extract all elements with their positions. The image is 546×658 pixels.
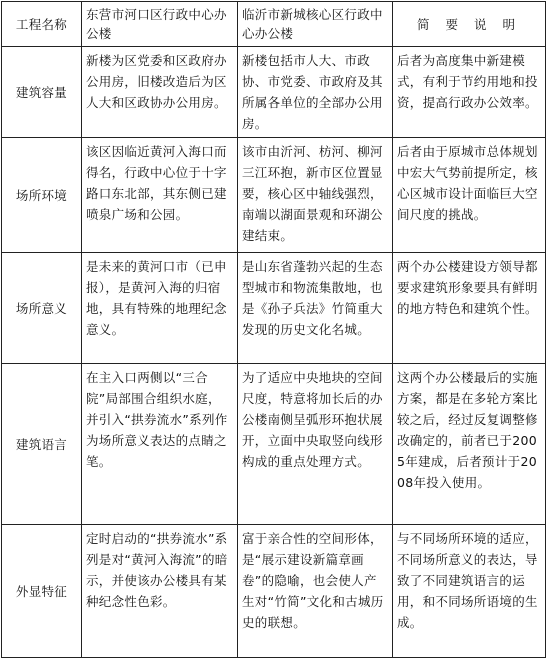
header-notes: 简 要 说 明 <box>393 2 546 47</box>
cell-dongying-meaning: 是未来的黄河口市（已申报），是黄河入海的归宿地，具有特殊的地理纪念意义。 <box>82 253 238 364</box>
header-project-name: 工程名称 <box>2 2 82 47</box>
row-label-meaning: 场所意义 <box>2 253 82 364</box>
cell-linyi-capacity: 新楼包括市人大、市政协、市党委、市政府及其所属各单位的全部办公用房。 <box>238 47 393 138</box>
cell-linyi-language: 为了适应中央地块的空间尺度，特意将加长后的办公楼南侧呈弧形环抱状展开，立面中央取竖向线形构成的重点处理方式。 <box>238 364 393 525</box>
cell-notes-features: 与不同场所环境的适应，不同场所意义的表达，导致了不同建筑语言的运用，和不同场所语境的生成。 <box>393 525 546 658</box>
cell-linyi-meaning: 是山东省蓬勃兴起的生态型城市和物流集散地，也是《孙子兵法》竹简重大发现的历史文化名城。 <box>238 253 393 364</box>
table-row <box>2 47 546 138</box>
header-linyi: 临沂市新城核心区行政中心办公楼 <box>238 2 393 47</box>
table-row <box>2 138 546 253</box>
row-label-features: 外显特征 <box>2 525 82 658</box>
cell-notes-capacity: 后者为高度集中新建模式，有利于节约用地和投资，提高行政办公效率。 <box>393 47 546 138</box>
cell-notes-meaning: 两个办公楼建设方领导都要求建筑形象要具有鲜明的地方特色和建筑个性。 <box>393 253 546 364</box>
table-header-row <box>2 2 546 47</box>
cell-linyi-environment: 该市由沂河、枋河、柳河三江环抱，新市区位置显要，核心区中轴线强烈，南端以湖面景观和环湖公建结束。 <box>238 138 393 253</box>
cell-notes-environment: 后者由于原城市总体规划中宏大气势前提所定，核心区城市设计面临巨大空间尺度的挑战。 <box>393 138 546 253</box>
table-row <box>2 253 546 364</box>
cell-notes-language: 这两个办公楼最后的实施方案，都是在多轮方案比较之后，经过反复调整修改确定的，前者已于2005年建成，后者预计于2008年投入使用。 <box>393 364 546 525</box>
row-label-environment: 场所环境 <box>2 138 82 253</box>
comparison-table <box>1 1 546 658</box>
header-dongying: 东营市河口区行政中心办公楼 <box>82 2 238 47</box>
table-row <box>2 525 546 658</box>
row-label-capacity: 建筑容量 <box>2 47 82 138</box>
cell-dongying-environment: 该区因临近黄河入海口而得名，行政中心位于十字路口东北部，其东侧已建喷泉广场和公园。 <box>82 138 238 253</box>
cell-linyi-features: 富于亲合性的空间形体，是“展示建设新篇章画卷”的隐喻，也会使人产生对“竹简”文化和古城历史的联想。 <box>238 525 393 658</box>
cell-dongying-capacity: 新楼为区党委和区政府办公用房，旧楼改造后为区人大和区政协办公用房。 <box>82 47 238 138</box>
table-row <box>2 364 546 525</box>
cell-dongying-features: 定时启动的“拱券流水”系列是对“黄河入海流”的暗示，并使该办公楼具有某种纪念性色彩。 <box>82 525 238 658</box>
cell-dongying-language: 在主入口两侧以“三合院”局部围合组织水庭，并引入“拱券流水”系列作为场所意义表达的点睛之笔。 <box>82 364 238 525</box>
row-label-language: 建筑语言 <box>2 364 82 525</box>
